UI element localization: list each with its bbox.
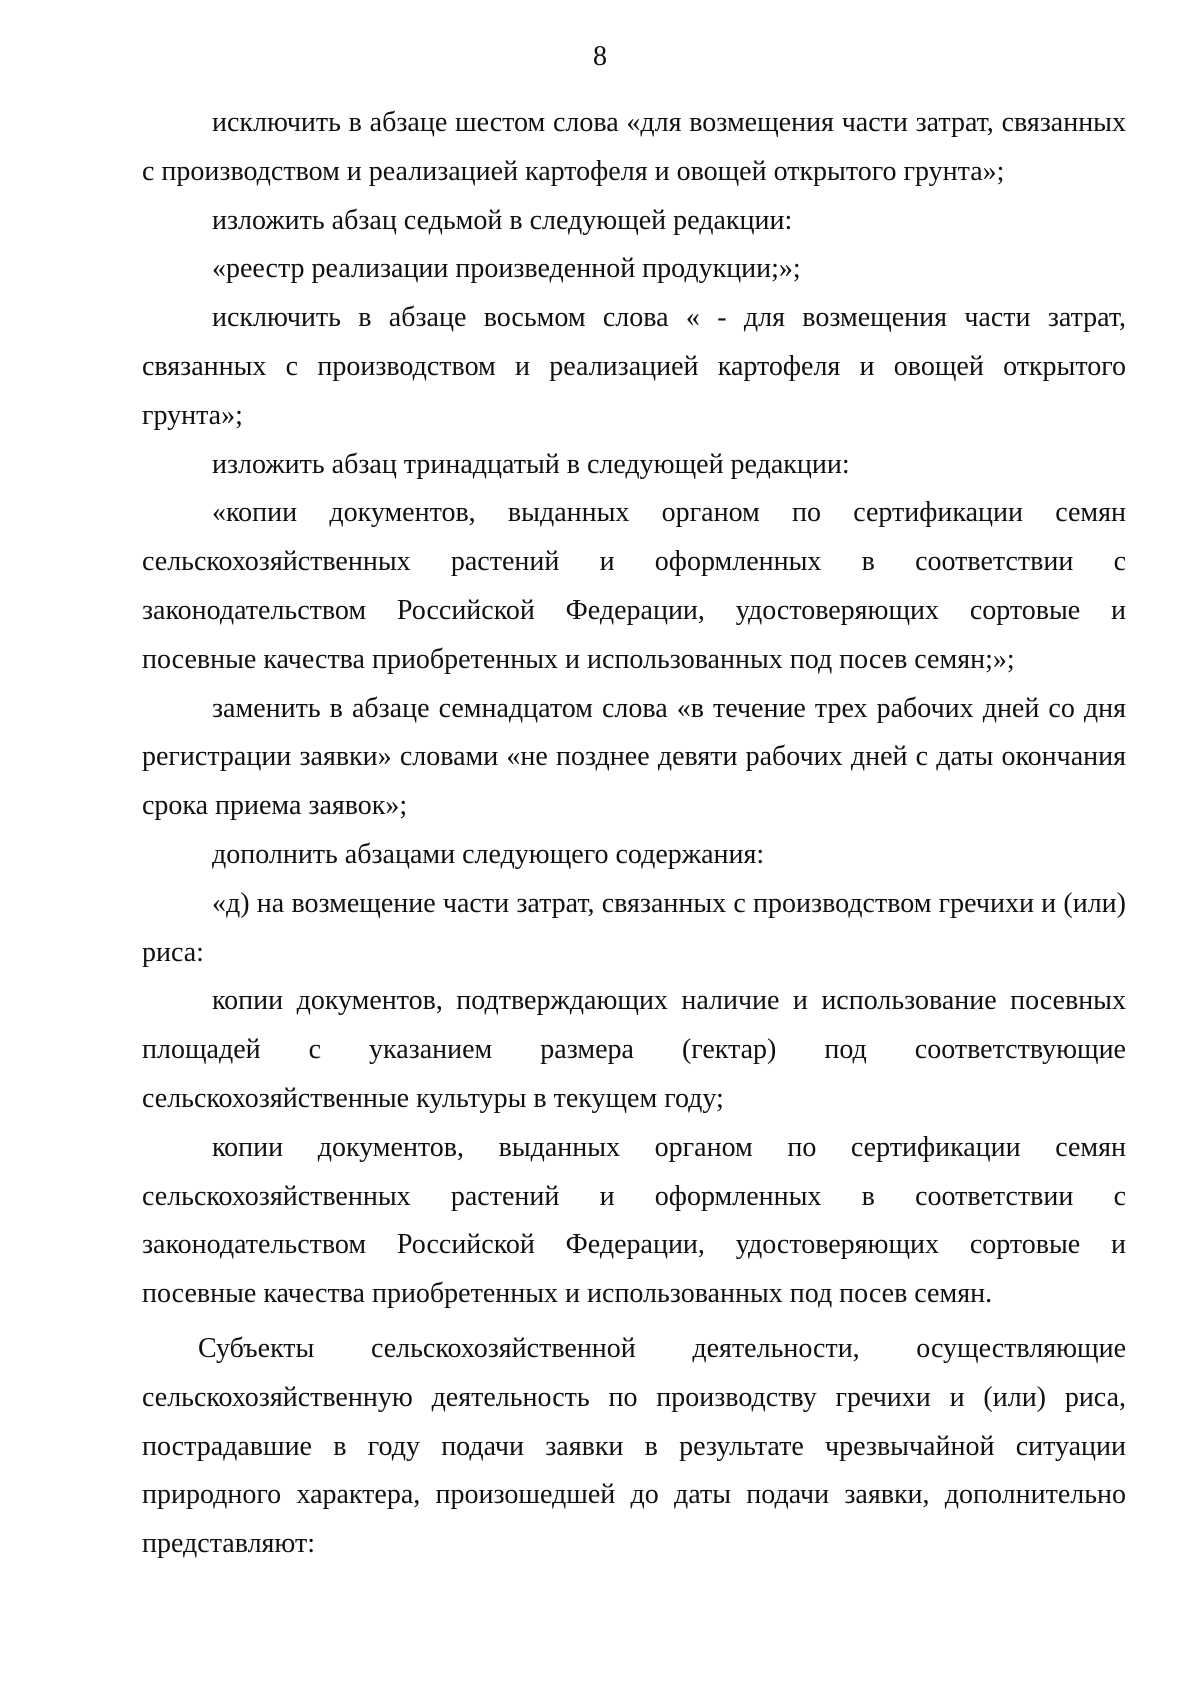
page-number: 8 [593, 41, 607, 72]
paragraph-amend-thirteenth: изложить абзац тринадцатый в следующей редакции: [212, 448, 850, 480]
paragraph-exclude-eighth: исключить в абзаце восьмом слова « - для возмещения части затрат, связанных с производством и реализацией картофеля и овощей открытого грунта»; [142, 302, 1126, 431]
paragraph-add-paragraphs: дополнить абзацами следующего содержания: [212, 838, 765, 870]
paragraph-seed-certificates-2: копии документов, выданных органом по сертификации семян сельскохозяйственных растений и оформленных в соответствии с законодательством Российской Федерации, удостоверяющих сортовые и посевные качества приобретенных и использованных под посев семян. [142, 1131, 1126, 1310]
paragraph-emergency-subjects: Субъекты сельскохозяйственной деятельности, осуществляющие сельскохозяйственную деятельность по производству гречихи и (или) риса, пострадавшие в году подачи заявки в результате чрезвычайной ситуации природного характера, произошедшей до даты подачи заявки, дополнительно представляют: [142, 1332, 1126, 1560]
paragraph-amend-seventh: изложить абзац седьмой в следующей редакции: [212, 204, 793, 236]
paragraph-exclude-sixth: исключить в абзаце шестом слова «для возмещения части затрат, связанных с производством и реализацией картофеля и овощей открытого грунта»; [142, 107, 1126, 187]
paragraph-sown-area-documents: копии документов, подтверждающих наличие и использование посевных площадей с указанием размера (гектар) под соответствующие сельскохозяйственные культуры в текущем году; [142, 985, 1126, 1114]
paragraph-item-d: «д) на возмещение части затрат, связанных с производством гречихи и (или) риса: [142, 887, 1126, 968]
paragraph-seed-certificates: «копии документов, выданных органом по сертификации семян сельскохозяйственных растений и оформленных в соответствии с законодательством Российской Федерации, удостоверяющих сортовые и посевные качества приобретенных и использованных под посев семян;»; [142, 497, 1126, 675]
paragraph-sales-register: «реестр реализации произведенной продукции;»; [212, 253, 801, 285]
paragraph-replace-seventeenth: заменить в абзаце семнадцатом слова «в течение трех рабочих дней со дня регистрации заявки» словами «не позднее девяти рабочих дней с даты окончания срока приема заявок»; [142, 692, 1126, 822]
document-body [142, 99, 1126, 1569]
